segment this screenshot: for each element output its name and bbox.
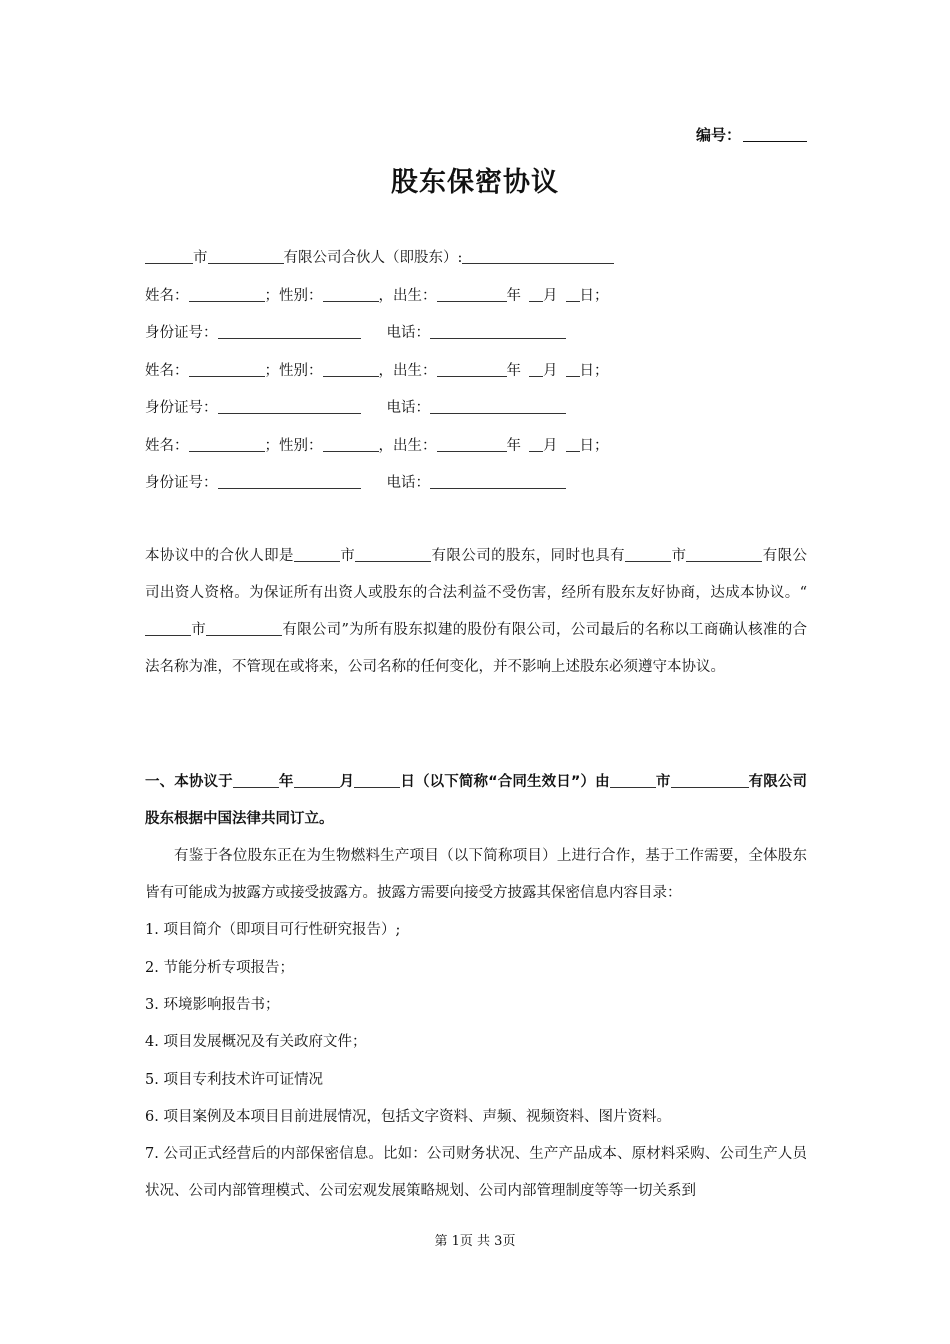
- list-item: 5. 项目专利技术许可证情况: [145, 1072, 323, 1088]
- section-1-body: 有鉴于各位股东正在为生物燃料生产项目（以下简称项目）上进行合作，基于工作需要，全体股东皆有可能成为披露方或接受披露方。披露方需要向接受方披露其保密信息内容目录：: [145, 848, 807, 901]
- document-number-blank: [743, 127, 807, 142]
- section-1-heading: 一、本协议于 年 月 日（以下简称“合同生效日”）由 市 有限公司股东根据中国法律共同订立。: [145, 774, 808, 827]
- partner-2-id-line: 身份证号： 电话：: [145, 399, 566, 417]
- document-title: 股东保密协议: [391, 167, 559, 198]
- list-item: 4. 项目发展概况及有关政府文件；: [145, 1034, 367, 1050]
- document-number-label: 编号：: [695, 126, 741, 144]
- partner-2-name-line: 姓名： ；性别： ，出生： 年 月 日；: [145, 363, 609, 379]
- list-item: 3. 环境影响报告书；: [145, 997, 280, 1013]
- company-line: 市 有限公司合伙人（即股东）:: [145, 249, 614, 267]
- intro-paragraph: 本协议中的合伙人即是 市 有限公司的股东，同时也具有 市 有限公司出资人资格。为保证所有出资人或股东的合法利益不受伤害，经所有股东友好协商，达成本协议。“市 有限公司”为所有股东拟建的股份有限公司，公司最后的名称以工商确认核准的合法名称为准，不管现在或将来，公司名称的任何变化，并不影响上述股东必须遵守本协议。: [145, 548, 808, 675]
- partner-1-id-line: 身份证号： 电话：: [145, 324, 566, 342]
- list-item: 1. 项目简介（即项目可行性研究报告）;: [145, 922, 401, 938]
- partner-3-name-line: 姓名： ；性别： ，出生： 年 月 日；: [145, 438, 609, 454]
- list-item: 6. 项目案例及本项目目前进展情况，包括文字资料、声频、视频资料、图片资料。: [145, 1109, 671, 1125]
- document-number: [696, 124, 807, 145]
- partner-1-name-line: 姓名： ；性别： ，出生： 年 月 日；: [145, 288, 609, 304]
- list-item: 2. 节能分析专项报告；: [145, 960, 294, 976]
- page-footer: 第 1页 共 3页: [434, 1234, 516, 1249]
- list-item: 7. 公司正式经营后的内部保密信息。比如：公司财务状况、生产产品成本、原材料采购、公司生产人员状况、公司内部管理模式、公司宏观发展策略规划、公司内部管理制度等等一切关系到: [145, 1146, 807, 1199]
- partner-3-id-line: 身份证号： 电话：: [145, 474, 566, 492]
